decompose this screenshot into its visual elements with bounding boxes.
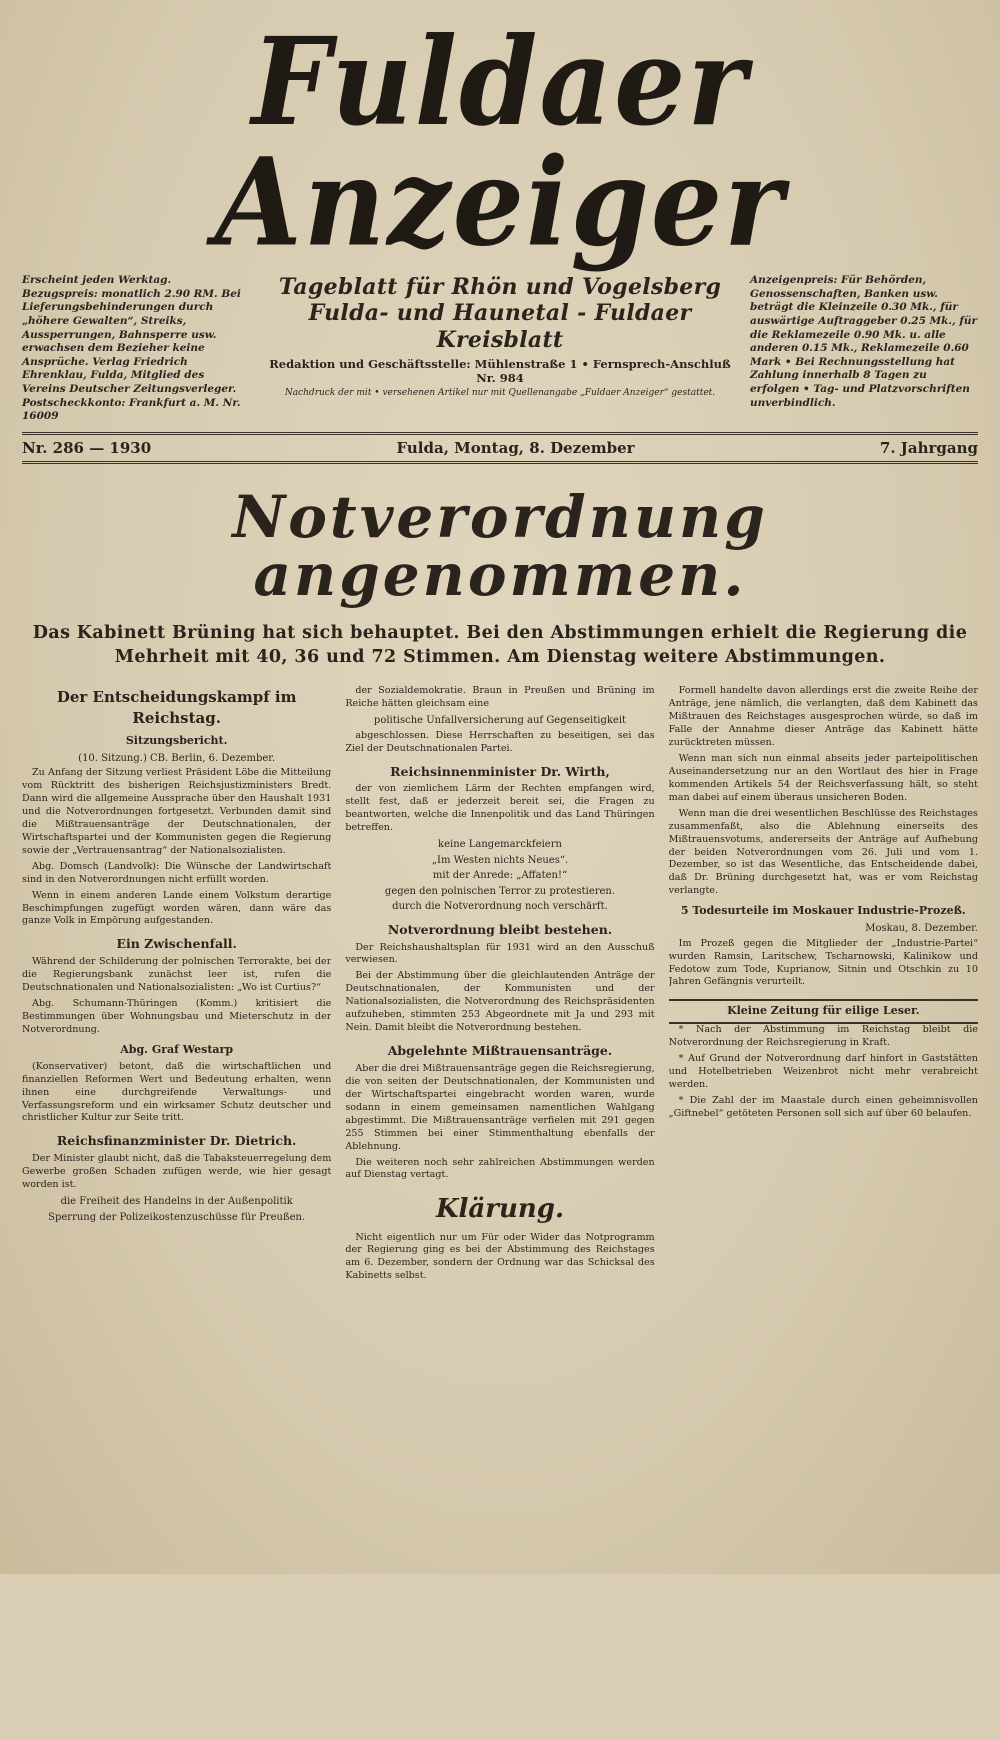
emphasis-line: gegen den polnischen Terror zu protestieren. xyxy=(384,885,616,897)
emphasis-line: keine Langemarckfeiern xyxy=(438,839,562,851)
section-heading-notverordnung: Notverordnung bleibt bestehen. xyxy=(387,921,613,937)
section-heading-kleine-zeitung: Kleine Zeitung für eilige Leser. xyxy=(669,999,978,1024)
emphasis-line: die Freiheit des Handelns in der Außenpolitik xyxy=(60,1196,293,1208)
paragraph: Der Reichshaushaltsplan für 1931 wird an den Ausschuß verwiesen. xyxy=(345,941,655,966)
masthead-title: Fuldaer Anzeiger xyxy=(214,11,786,274)
paragraph: Die weiteren noch sehr zahlreichen Abstimmungen werden auf Dienstag vertagt. xyxy=(345,1156,655,1181)
brief-item: * Nach der Abstimmung im Reichstag bleibt die Notverordnung der Reichsregierung in Kraft. xyxy=(668,1024,978,1049)
paragraph: Aber die drei Mißtrauensanträge gegen die Reichsregierung, die von seiten der Deutschnationalen, der Kommunisten und der Wirtschaftspartei eingebracht worden waren, wurde sodann in einem gemeinsamen namentlichen Wahlgang abgestimmt. Die Mißtrauensanträge verfielen mit 291 gegen 255 Stimmen bei einer Stimmenthaltung ebenfalls der Ablehnung. xyxy=(345,1062,655,1152)
paragraph: Abg. Schumann-Thüringen (Komm.) kritisiert die Bestimmungen über Wohnungsbau und Mieterschutz in der Notverordnung. xyxy=(22,998,332,1035)
paragraph: Abg. Domsch (Landvolk): Die Wünsche der Landwirtschaft sind in den Notverordnungen nicht erfüllt worden. xyxy=(22,860,332,885)
article-dateline: (10. Sitzung.) CB. Berlin, 6. Dezember. xyxy=(78,752,276,764)
column-2 xyxy=(345,685,654,1740)
headline-deck: Das Kabinett Brüning hat sich behauptet. Bei den Abstimmungen erhielt die Regierung die Mehrheit mit 40, 36 und 72 Stimmen. Am Dienstag weitere Abstimmungen. xyxy=(32,623,968,667)
main-headline: Notverordnung angenommen. xyxy=(232,483,768,610)
tagline-block xyxy=(250,274,750,398)
section-heading-klaerung: Klärung. xyxy=(435,1194,565,1225)
paragraph: Während der Schilderung der polnischen Terrorakte, bei der die Regierungsbank zunächst leer ist, rufen die Deutschnationalen und Nationalsozialisten: „Wo ist Curtius?“ xyxy=(22,956,332,994)
paragraph: (Konservativer) betont, daß die wirtschaftlichen und finanziellen Reformen Wert und Bedeutung erhalten, wenn ihnen eine durchgreifende Verwaltungs- und Verfassungsreform und ein wirksamer Schutz deutscher und christlicher Kultur zur Seite tritt. xyxy=(22,1060,332,1124)
brief-item: * Die Zahl der im Maastale durch einen geheimnisvollen „Giftnebel“ getöteten Personen soll sich auf über 60 belaufen. xyxy=(668,1094,978,1119)
article-dateline: Moskau, 8. Dezember. xyxy=(865,923,978,935)
tagline-2: Fulda- und Haunetal - Fuldaer Kreisblatt xyxy=(308,300,692,353)
emphasis-line: mit der Anrede: „Affaten!“ xyxy=(432,870,568,882)
article-title-reichstag: Der Entscheidungskampf im Reichstag. xyxy=(56,688,297,727)
paragraph: Nicht eigentlich nur um Für oder Wider das Notprogramm der Regierung ging es bei der Abstimmung des Reichstages am 6. Dezember, sondern der Ordnung war das Schicksal des Kabinetts selbst. xyxy=(345,1231,655,1282)
issue-number: Nr. 286 — 1930 xyxy=(22,439,152,458)
advertising-info: Anzeigenpreis: Für Behörden, Genossenschaften, Banken usw. beträgt die Kleinzeile 0.30 Mk., für auswärtige Auftraggeber 0.25 Mk., für die Reklamezeile 0.90 Mk. u. alle anderen 0.15 Mk., Reklamezeile 0.60 Mark • Bei Rechnungsstellung hat Zahlung innerhalb 8 Tagen zu erfolgen • Tag- und Platzvorschriften unverbindlich. xyxy=(750,274,978,409)
section-heading-zwischenfall: Ein Zwischenfall. xyxy=(116,936,237,952)
emphasis-line: Sperrung der Polizeikostenzuschüsse für Preußen. xyxy=(48,1211,306,1223)
issue-date: Fulda, Montag, 8. Dezember xyxy=(396,439,635,458)
paragraph: Im Prozeß gegen die Mitglieder der „Industrie-Partei“ wurden Ramsin, Laritschew, Tscharnowski, Kalinikow und Fedotow zum Tode, Kuprianow, Sitnin und Otschkin zu 10 Jahren Gefängnis verurteilt. xyxy=(668,937,978,988)
section-heading-todesurteile: 5 Todesurteile im Moskauer Industrie-Prozeß. xyxy=(680,904,966,918)
paragraph: abgeschlossen. Diese Herrschaften zu beseitigen, sei das Ziel der Deutschnationalen Partei. xyxy=(345,729,655,754)
article-subtitle: Sitzungsbericht. xyxy=(125,733,228,747)
paragraph: Wenn man die drei wesentlichen Beschlüsse des Reichstages zusammenfaßt, also die Ablehnung einerseits des Mißtrauensvotums, andererseits der Anträge auf Aufhebung der beiden Notverordnungen vom 26. Juli und vom 1. Dezember, so ist das Wesentliche, das Entscheidende dabei, daß Dr. Brüning durchgesetzt hat, was er vom Reichstag verlangte. xyxy=(668,807,978,897)
article-columns xyxy=(22,685,978,1740)
section-heading-abgelehnt: Abgelehnte Mißtrauensanträge. xyxy=(387,1043,613,1059)
paragraph: Wenn in einem anderen Lande einem Volkstum derartige Beschimpfungen zugefügt worden wären, dann wäre das ganze Volk in Empörung aufgestanden. xyxy=(22,889,332,927)
dateline xyxy=(22,432,978,464)
paragraph: der von ziemlichem Lärm der Rechten empfangen wird, stellt fest, daß er jederzeit bereit sei, die Fragen zu beantworten, welche die Innenpolitik und das Land Thüringen betreffen. xyxy=(345,783,655,834)
section-heading-westarp: Abg. Graf Westarp xyxy=(120,1042,234,1056)
section-heading-dietrich: Reichsfinanzminister Dr. Dietrich. xyxy=(56,1133,297,1149)
nachdruck-note: Nachdruck der mit • versehenen Artikel nur mit Quellenangabe „Fuldaer Anzeiger“ gestattet. xyxy=(284,388,716,399)
emphasis-line: „Im Westen nichts Neues“. xyxy=(431,854,569,866)
emphasis-line: durch die Notverordnung noch verschärft. xyxy=(392,901,608,913)
column-1 xyxy=(22,685,331,1740)
tagline-1: Tageblatt für Rhön und Vogelsberg xyxy=(278,274,722,300)
paragraph: Wenn man sich nun einmal abseits jeder parteipolitischen Auseinandersetzung nur an den Wortlaut des hier in Frage kommenden Artikels 54 der Reichsverfassung hält, so steht man dabei auf einem überaus unsicheren Boden. xyxy=(668,752,978,803)
subhead-row xyxy=(22,274,978,424)
paragraph: der Sozialdemokratie. Braun in Preußen und Brüning im Reiche hätten gleichsam eine xyxy=(345,685,655,710)
paragraph: Bei der Abstimmung über die gleichlautenden Anträge der Deutschnationalen, der Kommunisten und der Nationalsozialisten, die Notverordnung des Reichspräsidenten aufzuheben, stimmten 253 Abgeordnete mit Ja und 293 mit Nein. Damit bleibt die Notverordnung bestehen. xyxy=(345,970,655,1034)
paragraph: Der Minister glaubt nicht, daß die Tabaksteuerregelung dem Gewerbe großen Schaden zufügen werde, wie hier gesagt worden ist. xyxy=(22,1153,332,1191)
emphasis-line: politische Unfallversicherung auf Gegenseitigkeit xyxy=(373,715,627,727)
brief-item: * Auf Grund der Notverordnung darf hinfort in Gaststätten und Hotelbetrieben Weizenbrot nicht mehr verabreicht werden. xyxy=(668,1053,978,1090)
column-3 xyxy=(669,685,978,1740)
section-heading-wirth: Reichsinnenminister Dr. Wirth, xyxy=(390,763,610,779)
redaktion-info: Redaktion und Geschäftsstelle: Mühlenstraße 1 • Fernsprech-Anschluß Nr. 984 xyxy=(269,357,731,386)
subscription-info: Erscheint jeden Werktag. Bezugspreis: monatlich 2.90 RM. Bei Lieferungsbehinderungen durch „höhere Gewalten“, Streiks, Aussperrungen, Bahnsperre usw. erwachsen dem Bezieher keine Ansprüche. Verlag Friedrich Ehrenklau, Fulda, Mitglied des Vereins Deutscher Zeitungsverleger. Postscheckkonto: Frankfurt a. M. Nr. 16009 xyxy=(22,274,241,423)
paragraph: Zu Anfang der Sitzung verliest Präsident Löbe die Mitteilung vom Rücktritt des bisherigen Reichsjustizministers Bredt. Dann wird die allgemeine Aussprache über den Haushalt 1931 und die Notverordnungen fortgesetzt. Verbunden damit sind die Mißtrauensanträge der Deutschnationalen, der Wirtschaftspartei und der Kommunisten gegen die Regierung sowie der „Vertrauensantrag“ der Nationalsozialisten. xyxy=(22,767,332,856)
volume: 7. Jahrgang xyxy=(879,439,978,458)
paragraph: Formell handelte davon allerdings erst die zweite Reihe der Anträge, jene nämlich, die verlangten, daß dem Kabinett das Mißtrauen des Reichstages ausgesprochen würde, so daß im Falle der Annahme dieser Anträge das Kabinett hätte zurücktreten müssen. xyxy=(668,685,978,749)
